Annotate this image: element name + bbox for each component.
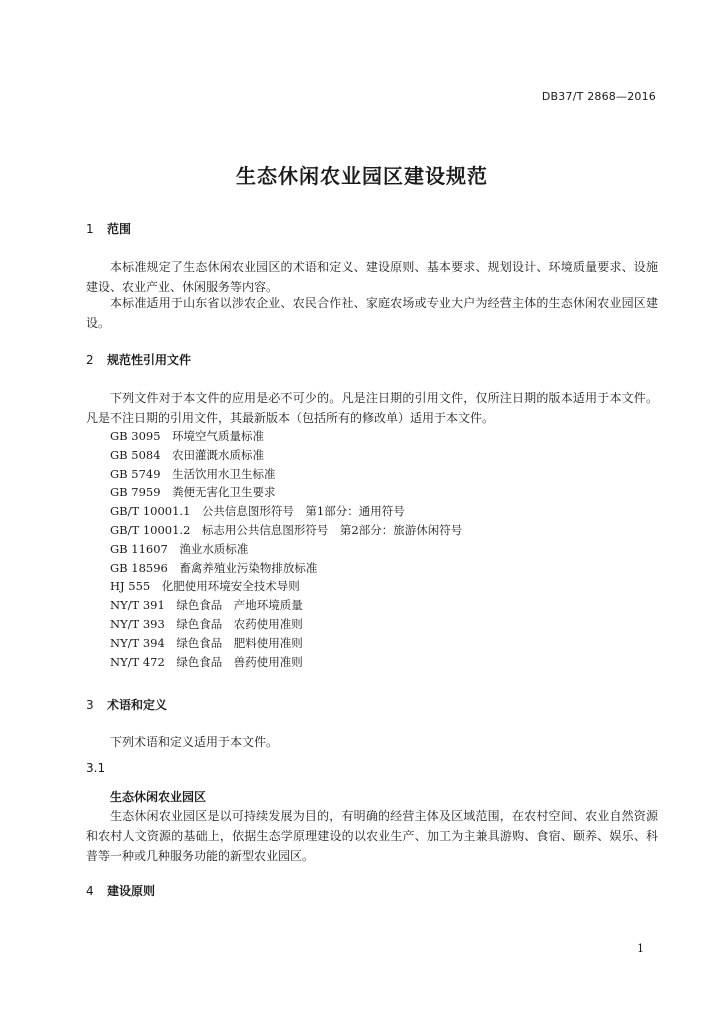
term-name: 生态休闲农业园区 [110,790,207,804]
reference-name: 渔业水质标准 [179,541,249,556]
reference-code: HJ 555 [110,579,151,594]
reference-name: 化肥使用环境安全技术导则 [161,579,300,594]
reference-item [110,540,462,559]
section-1-paragraph-1: 本标准规定了生态休闲农业园区的术语和定义、建设原则、基本要求、规划设计、环境质量要求、设施建设、农业产业、休闲服务等内容。 [86,260,658,294]
reference-code: GB 18596 [110,560,168,575]
reference-code: GB 5749 [110,466,161,481]
term-definition: 生态休闲农业园区是以可持续发展为目的，有明确的经营主体及区域范围，在农村空间、农业自然资源和农村人文资源的基础上，依据生态学原理建设的以农业生产、加工为主兼具游购、食宿、颐养、娱乐、科普等一种或几种服务功能的新型农业园区。 [86,809,658,863]
reference-item [110,634,462,653]
reference-name: 粪便无害化卫生要求 [172,485,276,500]
reference-code: NY/T 472 [110,654,165,669]
reference-code: NY/T 394 [110,635,165,650]
reference-code: GB 3095 [110,429,161,443]
section-2-heading [86,351,191,368]
section-3-heading [86,696,167,713]
section-title: 范围 [107,222,132,236]
reference-name: 绿色食品 产地环境质量 [176,598,303,613]
reference-code: GB 11607 [110,541,168,556]
reference-item [110,653,462,672]
section-1-paragraph-2: 本标准适用于山东省以涉农企业、农民合作社、家庭农场或专业大户为经营主体的生态休闲农业园区建设。 [86,296,658,330]
reference-item [110,483,462,502]
reference-name: 绿色食品 农药使用准则 [176,616,303,631]
section-number: 4 [86,884,94,898]
reference-code: GB/T 10001.2 [110,522,191,537]
reference-item [110,465,462,484]
reference-code: NY/T 393 [110,616,165,631]
term-number: 3.1 [86,761,106,775]
section-number: 2 [86,353,94,367]
reference-list [110,427,462,671]
reference-item [110,615,462,634]
reference-code: GB 5084 [110,447,161,462]
reference-name: 生活饮用水卫生标准 [172,466,276,481]
document-title: 生态休闲农业园区建设规范 [236,164,488,188]
reference-name: 公共信息图形符号 第1部分：通用符号 [201,504,405,519]
reference-item [110,427,462,446]
reference-name: 绿色食品 兽药使用准则 [176,654,303,669]
reference-item [110,521,462,540]
section-4-heading [86,882,155,899]
section-number: 3 [86,698,94,712]
standard-code: DB37/T 2868—2016 [541,90,656,103]
reference-item [110,502,462,521]
section-number: 1 [86,222,94,236]
reference-name: 环境空气质量标准 [172,429,265,443]
reference-item [110,559,462,578]
reference-name: 绿色食品 肥料使用准则 [176,635,303,650]
reference-item [110,577,462,596]
section-title: 建设原则 [107,884,156,898]
reference-name: 畜禽养殖业污染物排放标准 [179,560,318,575]
page-number: 1 [637,942,644,955]
reference-name: 农田灌溉水质标准 [172,447,265,462]
reference-item [110,596,462,615]
section-title: 术语和定义 [107,698,168,712]
reference-code: NY/T 391 [110,598,165,613]
reference-name: 标志用公共信息图形符号 第2部分：旅游休闲符号 [201,522,463,537]
section-title: 规范性引用文件 [107,353,192,367]
reference-code: GB/T 10001.1 [110,504,191,519]
reference-code: GB 7959 [110,485,161,500]
section-1-heading [86,220,131,237]
reference-item [110,446,462,465]
section-3-paragraph: 下列术语和定义适用于本文件。 [110,735,279,749]
section-2-paragraph: 下列文件对于本文件的应用是必不可少的。凡是注日期的引用文件，仅所注日期的版本适用于本文件。凡是不注日期的引用文件，其最新版本（包括所有的修改单）适用于本文件。 [86,391,658,425]
